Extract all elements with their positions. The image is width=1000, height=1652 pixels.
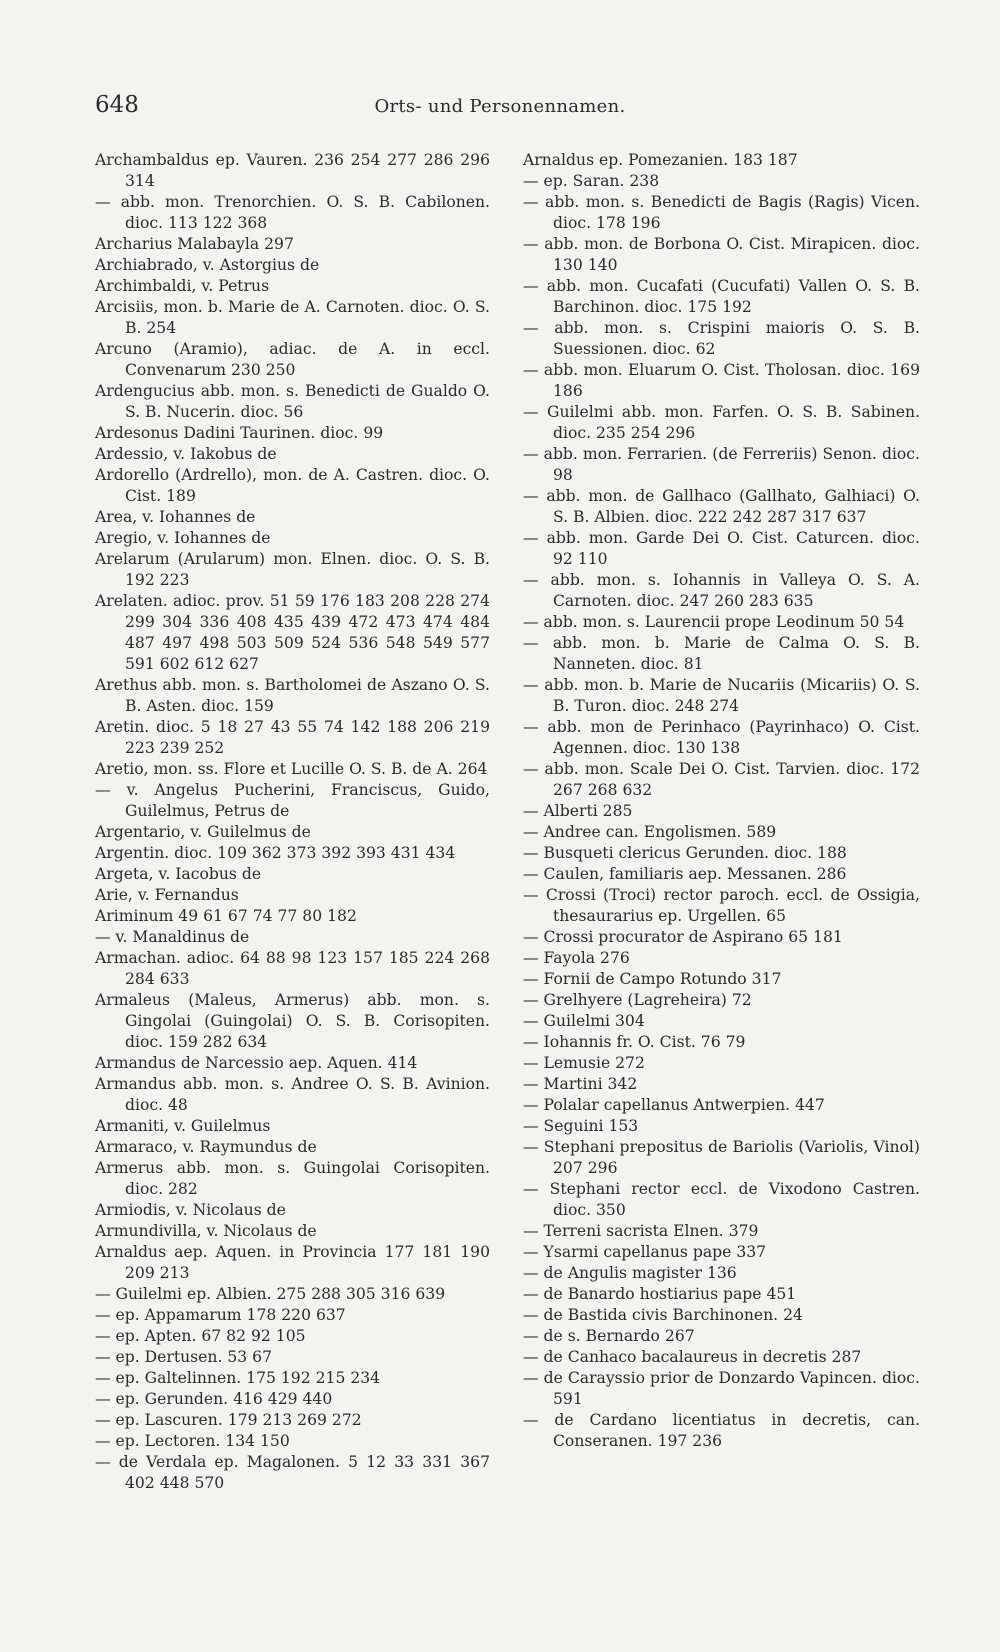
index-entry: — abb. mon. b. Marie de Calma O. S. B. Nanneten. dioc. 81 <box>523 634 920 673</box>
index-entry: — de Cardano licentiatus in decretis, can. Conseranen. 197 236 <box>523 1411 920 1450</box>
index-entry: Arcisiis, mon. b. Marie de A. Carnoten. dioc. O. S. B. 254 <box>95 298 490 337</box>
running-head: Orts- und Personennamen. <box>374 96 626 117</box>
index-entry: — Crossi (Troci) rector paroch. eccl. de Ossigia, thesaurarius ep. Urgellen. 65 <box>523 886 920 925</box>
index-entry: — Crossi procurator de Aspirano 65 181 <box>523 928 843 946</box>
index-entry: — abb. mon. Garde Dei O. Cist. Caturcen. dioc. 92 110 <box>523 529 920 568</box>
index-entry: — abb. mon de Perinhaco (Payrinhaco) O. Cist. Agennen. dioc. 130 138 <box>523 718 920 757</box>
index-entry: Argentin. dioc. 109 362 373 392 393 431 434 <box>95 844 456 862</box>
page-number: 648 <box>95 92 139 118</box>
index-entry: — ep. Lascuren. 179 213 269 272 <box>95 1411 362 1429</box>
index-entry: Arie, v. Fernandus <box>95 886 239 904</box>
index-entry: Arelarum (Arularum) mon. Elnen. dioc. O. S. B. 192 223 <box>95 550 490 589</box>
index-entry: — Terreni sacrista Elnen. 379 <box>523 1222 759 1240</box>
index-entry: — abb. mon. Cucafati (Cucufati) Vallen O. S. B. Barchinon. dioc. 175 192 <box>523 277 920 316</box>
index-entry: Armaniti, v. Guilelmus <box>95 1117 271 1135</box>
index-entry: — de Verdala ep. Magalonen. 5 12 33 331 367 402 448 570 <box>95 1453 490 1492</box>
index-entry: Aregio, v. Iohannes de <box>95 529 271 547</box>
index-entry: Armaraco, v. Raymundus de <box>95 1138 317 1156</box>
index-entry: — Guilelmi abb. mon. Farfen. O. S. B. Sabinen. dioc. 235 254 296 <box>523 403 920 442</box>
index-entry: — de Bastida civis Barchinonen. 24 <box>523 1306 803 1324</box>
index-entry: Ardesonus Dadini Taurinen. dioc. 99 <box>95 424 384 442</box>
index-entry: Arethus abb. mon. s. Bartholomei de Aszano O. S. B. Asten. dioc. 159 <box>95 676 490 715</box>
index-entry: — v. Angelus Pucherini, Franciscus, Guido, Guilelmus, Petrus de <box>95 781 490 820</box>
index-entry: — abb. mon. s. Crispini maioris O. S. B. Suessionen. dioc. 62 <box>523 319 920 358</box>
index-entry: — Seguini 153 <box>523 1117 639 1135</box>
index-entry: Armachan. adioc. 64 88 98 123 157 185 224 268 284 633 <box>95 949 490 988</box>
index-entry: — Polalar capellanus Antwerpien. 447 <box>523 1096 825 1114</box>
index-entry: — abb. mon. de Borbona O. Cist. Mirapicen. dioc. 130 140 <box>523 235 920 274</box>
index-entry: — Stephani rector eccl. de Vixodono Castren. dioc. 350 <box>523 1180 920 1219</box>
index-entry: Argeta, v. Iacobus de <box>95 865 262 883</box>
index-entry: — Grelhyere (Lagreheira) 72 <box>523 991 752 1009</box>
index-entry: — Andree can. Engolismen. 589 <box>523 823 777 841</box>
index-column-left <box>95 150 490 1494</box>
index-entry: — de Carayssio prior de Donzardo Vapincen. dioc. 591 <box>523 1369 920 1408</box>
index-entry: — ep. Galtelinnen. 175 192 215 234 <box>95 1369 381 1387</box>
index-entry: — ep. Apten. 67 82 92 105 <box>95 1327 306 1345</box>
index-entry: — abb. mon. Eluarum O. Cist. Tholosan. dioc. 169 186 <box>523 361 920 400</box>
index-entry: — Caulen, familiaris aep. Messanen. 286 <box>523 865 847 883</box>
index-entry: Armandus de Narcessio aep. Aquen. 414 <box>95 1054 418 1072</box>
index-entry: — Guilelmi ep. Albien. 275 288 305 316 639 <box>95 1285 446 1303</box>
index-entry: — Iohannis fr. O. Cist. 76 79 <box>523 1033 746 1051</box>
index-entry: — ep. Saran. 238 <box>523 172 660 190</box>
index-entry: — ep. Appamarum 178 220 637 <box>95 1306 346 1324</box>
index-entry: Argentario, v. Guilelmus de <box>95 823 311 841</box>
index-entry: — abb. mon. s. Laurencii prope Leodinum 50 54 <box>523 613 905 631</box>
index-entry: — Alberti 285 <box>523 802 633 820</box>
index-entry: Archambaldus ep. Vauren. 236 254 277 286 296 314 <box>95 151 490 190</box>
index-entry: — de Angulis magister 136 <box>523 1264 737 1282</box>
index-entry: Ardessio, v. Iakobus de <box>95 445 277 463</box>
index-entry: Ardengucius abb. mon. s. Benedicti de Gualdo O. S. B. Nucerin. dioc. 56 <box>95 382 490 421</box>
index-entry: Armerus abb. mon. s. Guingolai Corisopiten. dioc. 282 <box>95 1159 490 1198</box>
index-entry: Ardorello (Ardrello), mon. de A. Castren. dioc. O. Cist. 189 <box>95 466 490 505</box>
index-entry: — abb. mon. s. Benedicti de Bagis (Ragis) Vicen. dioc. 178 196 <box>523 193 920 232</box>
index-entry: — de Banardo hostiarius pape 451 <box>523 1285 797 1303</box>
index-entry: — Guilelmi 304 <box>523 1012 645 1030</box>
index-entry: — v. Manaldinus de <box>95 928 250 946</box>
index-entry: Arelaten. adioc. prov. 51 59 176 183 208 228 274 299 304 336 408 435 439 472 473 474 484 487 497 498 503 509 524 536 548 549 577 591 602 612 627 <box>95 592 490 673</box>
index-entry: Arnaldus aep. Aquen. in Provincia 177 181 190 209 213 <box>95 1243 490 1282</box>
index-entry: — Martini 342 <box>523 1075 638 1093</box>
index-entry: — de s. Bernardo 267 <box>523 1327 695 1345</box>
index-entry: Ariminum 49 61 67 74 77 80 182 <box>95 907 357 925</box>
index-entry: — Busqueti clericus Gerunden. dioc. 188 <box>523 844 847 862</box>
index-entry: — de Canhaco bacalaureus in decretis 287 <box>523 1348 862 1366</box>
index-entry: — Stephani prepositus de Bariolis (Variolis, Vinol) 207 296 <box>523 1138 920 1177</box>
index-entry: — ep. Gerunden. 416 429 440 <box>95 1390 333 1408</box>
index-entry: — abb. mon. de Gallhaco (Gallhato, Galhiaci) O. S. B. Albien. dioc. 222 242 287 317 637 <box>523 487 920 526</box>
index-entry: — Ysarmi capellanus pape 337 <box>523 1243 767 1261</box>
index-entry: — abb. mon. Scale Dei O. Cist. Tarvien. dioc. 172 267 268 632 <box>523 760 920 799</box>
index-entry: Armundivilla, v. Nicolaus de <box>95 1222 317 1240</box>
index-entry: Armiodis, v. Nicolaus de <box>95 1201 286 1219</box>
index-entry: Arcuno (Aramio), adiac. de A. in eccl. Convenarum 230 250 <box>95 340 490 379</box>
index-entry: Armaleus (Maleus, Armerus) abb. mon. s. Gingolai (Guingolai) O. S. B. Corisopiten. dioc. 159 282 634 <box>95 991 490 1051</box>
index-entry: — abb. mon. Trenorchien. O. S. B. Cabilonen. dioc. 113 122 368 <box>95 193 490 232</box>
index-entry: Archimbaldi, v. Petrus <box>95 277 270 295</box>
index-column-right <box>523 150 920 1452</box>
index-entry: — abb. mon. Ferrarien. (de Ferreriis) Senon. dioc. 98 <box>523 445 920 484</box>
index-entry: — Fayola 276 <box>523 949 630 967</box>
index-entry: — Lemusie 272 <box>523 1054 645 1072</box>
index-entry: Aretin. dioc. 5 18 27 43 55 74 142 188 206 219 223 239 252 <box>95 718 490 757</box>
index-entry: — ep. Dertusen. 53 67 <box>95 1348 272 1366</box>
index-entry: Aretio, mon. ss. Flore et Lucille O. S. B. de A. 264 <box>95 760 488 778</box>
index-entry: — abb. mon. b. Marie de Nucariis (Micariis) O. S. B. Turon. dioc. 248 274 <box>523 676 920 715</box>
index-entry: Archarius Malabayla 297 <box>95 235 294 253</box>
index-entry: — ep. Lectoren. 134 150 <box>95 1432 290 1450</box>
index-entry: Armandus abb. mon. s. Andree O. S. B. Avinion. dioc. 48 <box>95 1075 490 1114</box>
index-entry: — Fornii de Campo Rotundo 317 <box>523 970 782 988</box>
index-entry: Area, v. Iohannes de <box>95 508 256 526</box>
index-entry: Arnaldus ep. Pomezanien. 183 187 <box>523 151 798 169</box>
index-entry: — abb. mon. s. Iohannis in Valleya O. S. A. Carnoten. dioc. 247 260 283 635 <box>523 571 920 610</box>
index-entry: Archiabrado, v. Astorgius de <box>95 256 320 274</box>
